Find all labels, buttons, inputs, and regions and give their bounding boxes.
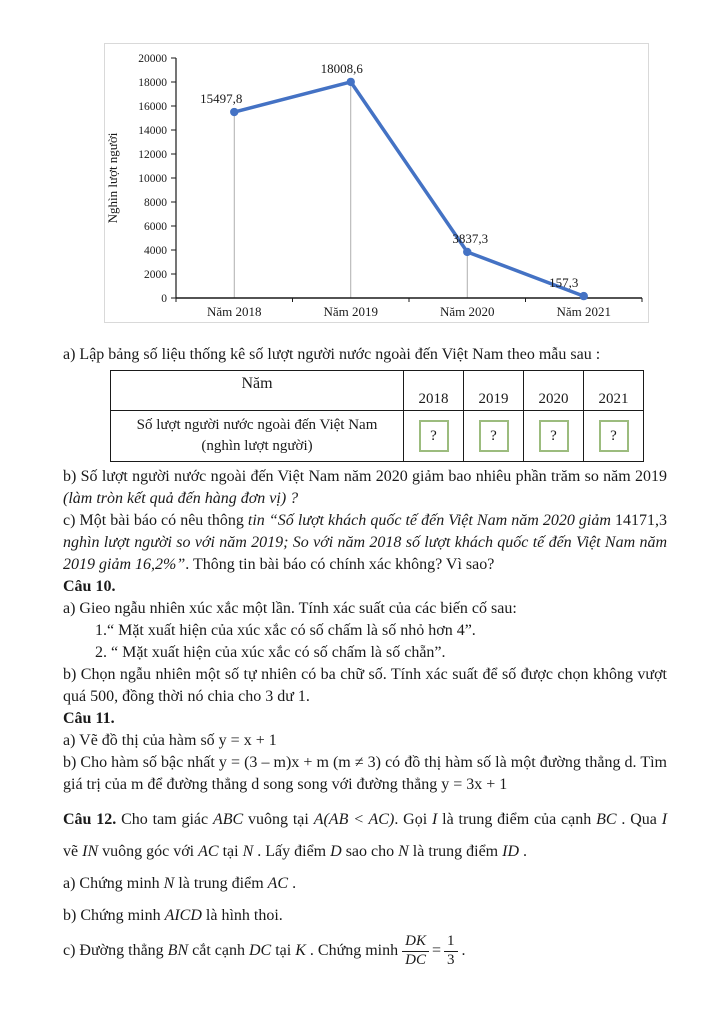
data-label: 157,3: [549, 275, 579, 291]
year-header-2019: 2019: [464, 371, 524, 411]
cau12-c: c) Đường thẳng BN cắt cạnh DC tại K . Chứng minh $\frac{DK}{DC}$ = $\frac{1}{3}$ .: [63, 933, 466, 968]
table-data-row: [111, 411, 644, 462]
question-b: b) Số lượt người nước ngoài đến Việt Nam năm 2020 giảm bao nhiêu phần trăm so năm 2019 (làm tròn kết quả đến hàng đơn vị) ?: [63, 468, 667, 507]
year-header-2021: 2021: [584, 371, 644, 411]
y-tick-label: 20000: [138, 53, 167, 65]
question-a-intro: a) Lập bảng số liệu thống kê số lượt người nước ngoài đến Việt Nam theo mẫu sau :: [63, 346, 601, 363]
document-body: [63, 344, 667, 969]
answer-box-2020: ?: [539, 420, 569, 452]
row-label-line1: Số lượt người nước ngoài đến Việt Nam: [136, 417, 378, 433]
fraction: $\frac{DK}{DC}$: [402, 934, 429, 969]
data-label: 15497,8: [200, 91, 243, 107]
x-category-label: Năm 2019: [323, 304, 379, 319]
cau10-b: b) Chọn ngẫu nhiên một số tự nhiên có ba chữ số. Tính xác suất để số được chọn không vượt quá 500, đồng thời nó chia cho 3 dư 1.: [63, 666, 667, 705]
x-category-label: Năm 2021: [556, 304, 612, 319]
y-tick-label: 6000: [144, 221, 167, 233]
cau11-b: b) Cho hàm số bậc nhất y = (3 – m)x + m (m ≠ 3) có đồ thị hàm số là một đường thẳng d. Tìm giá trị của m để đường thẳng d song song với đường thẳng y = 3x + 1: [63, 754, 667, 793]
y-tick-label: 14000: [138, 125, 167, 137]
answer-box-2018: ?: [419, 420, 449, 452]
data-point: [580, 292, 588, 300]
fraction: $\frac{1}{3}$: [444, 934, 458, 969]
cau12-section: [63, 804, 667, 969]
series-line: [234, 82, 584, 296]
y-axis-title: Nghìn lượt người: [105, 132, 120, 224]
y-tick-label: 0: [161, 293, 167, 305]
y-tick-label: 16000: [138, 101, 167, 113]
y-tick-label: 10000: [138, 173, 167, 185]
row-label-cell: [111, 411, 404, 462]
cau10-title: Câu 10.: [63, 578, 116, 595]
answer-box-2019: ?: [479, 420, 509, 452]
y-tick-label: 4000: [144, 245, 167, 257]
answer-cell-2018: [404, 411, 464, 462]
chart-canvas: [105, 44, 648, 322]
cau11-a: a) Vẽ đồ thị của hàm số y = x + 1: [63, 732, 277, 749]
y-tick-label: 2000: [144, 269, 167, 281]
data-point: [463, 248, 471, 256]
cau12-b: b) Chứng minh AICD là hình thoi.: [63, 907, 283, 924]
table-corner-header: Năm: [111, 371, 404, 411]
visitors-line-chart: [104, 43, 649, 323]
data-point: [347, 78, 355, 86]
data-label: 3837,3: [452, 230, 489, 246]
answer-cell-2020: [524, 411, 584, 462]
y-tick-label: 8000: [144, 197, 167, 209]
cau12-intro: Câu 12. Cho tam giác ABC vuông tại A(AB < AC). Gọi I là trung điểm của cạnh BC . Qua I vẽ IN vuông góc với AC tại N . Lấy điểm D sao cho N là trung điểm ID .: [63, 811, 668, 860]
row-label-line2: (nghìn lượt người): [201, 438, 313, 454]
year-header-2020: 2020: [524, 371, 584, 411]
cau10-item2: 2. “ Mặt xuất hiện của xúc xắc có số chấm là số chẵn”.: [95, 644, 446, 661]
table-header-row: [111, 371, 644, 411]
x-category-label: Năm 2020: [439, 304, 495, 319]
cau12-a: a) Chứng minh N là trung điểm AC .: [63, 875, 297, 892]
x-category-label: Năm 2018: [206, 304, 262, 319]
data-label: 18008,6: [320, 60, 363, 76]
cau10-item1: 1.“ Mặt xuất hiện của xúc xắc có số chấm là số nhỏ hơn 4”.: [95, 622, 476, 639]
cau10-a: a) Gieo ngẫu nhiên xúc xắc một lần. Tính xác suất của các biến cố sau:: [63, 600, 517, 617]
y-tick-label: 18000: [138, 77, 167, 89]
answer-cell-2019: [464, 411, 524, 462]
question-c: c) Một bài báo có nêu thông tin “Số lượt khách quốc tế đến Việt Nam năm 2020 giảm 14171,3 nghìn lượt người so với năm 2019; So với năm 2018 số lượt khách quốc tế đến Việt Nam năm 2019 giảm 16,2%”. Thông tin bài báo có chính xác không? Vì sao?: [63, 512, 667, 573]
year-header-2018: 2018: [404, 371, 464, 411]
y-tick-label: 12000: [138, 149, 167, 161]
statistics-table: [110, 370, 644, 462]
cau11-title: Câu 11.: [63, 710, 115, 727]
data-point: [230, 108, 238, 116]
answer-box-2021: ?: [599, 420, 629, 452]
answer-cell-2021: [584, 411, 644, 462]
